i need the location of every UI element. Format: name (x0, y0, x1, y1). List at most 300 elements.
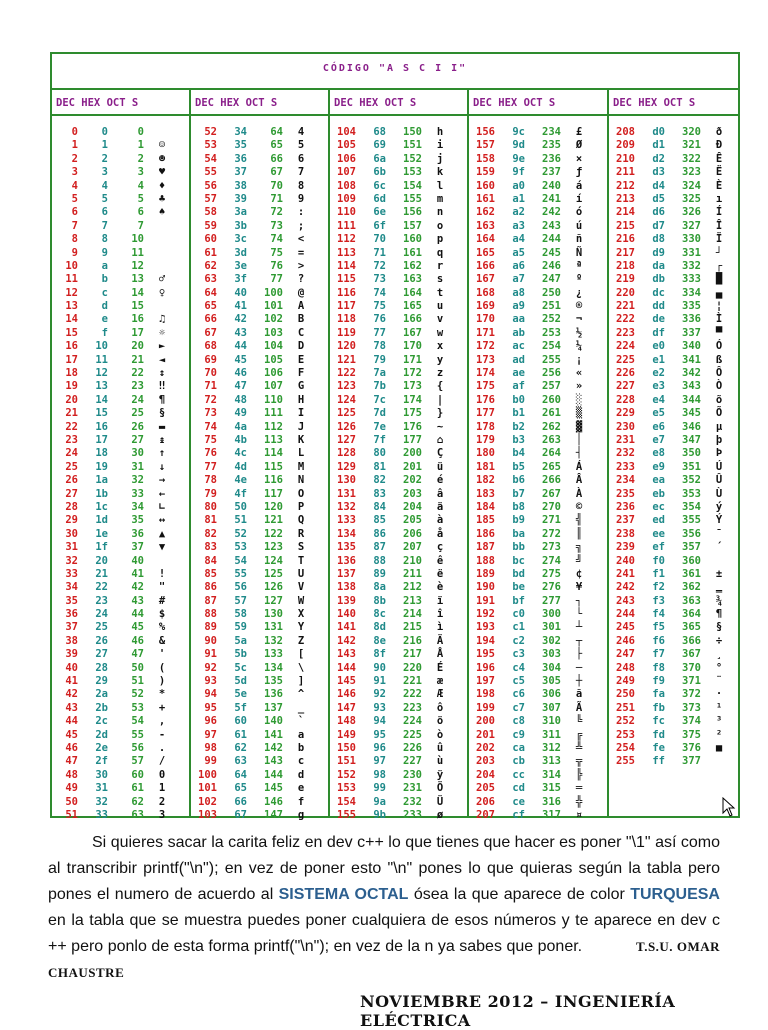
ascii-row (609, 648, 740, 661)
hex-value: f5 (652, 621, 665, 634)
char-symbol: ⌂ (436, 433, 444, 446)
oct-value: 244 (542, 233, 561, 246)
dec-value: 16 (65, 340, 78, 353)
char-symbol: ◄ (158, 353, 166, 366)
char-symbol: E (297, 353, 305, 366)
char-symbol: â (436, 487, 444, 500)
char-symbol: Ö (436, 782, 444, 795)
hex-value: c5 (512, 675, 525, 688)
oct-value: 300 (542, 608, 561, 621)
dec-value: 146 (337, 688, 356, 701)
hex-value: f7 (652, 648, 665, 661)
ascii-row (609, 407, 740, 420)
ascii-row (609, 367, 740, 380)
dec-value: 235 (616, 487, 635, 500)
oct-value: 362 (682, 581, 701, 594)
hex-value: 3a (234, 206, 247, 219)
char-symbol: ¯ (715, 527, 723, 540)
oct-value: 157 (403, 219, 422, 232)
char-symbol: ù (436, 755, 444, 768)
hex-value: f9 (652, 675, 665, 688)
dec-value: 236 (616, 500, 635, 513)
dec-value: 61 (204, 246, 217, 259)
oct-value: 135 (264, 675, 283, 688)
dec-value: 123 (337, 380, 356, 393)
oct-value: 265 (542, 460, 561, 473)
ascii-row (191, 755, 328, 768)
dec-value: 138 (337, 581, 356, 594)
dec-value: 14 (65, 313, 78, 326)
dec-value: 243 (616, 594, 635, 607)
ascii-row (52, 447, 189, 460)
oct-value: 321 (682, 139, 701, 152)
char-symbol: ñ (575, 233, 583, 246)
char-symbol: ╩ (575, 741, 583, 754)
dec-value: 54 (204, 152, 217, 165)
ascii-row (469, 434, 607, 447)
ascii-row (609, 313, 740, 326)
oct-value: 347 (682, 433, 701, 446)
hex-value: 3f (234, 273, 247, 286)
ascii-row (330, 287, 467, 300)
dec-value: 253 (616, 728, 635, 741)
oct-value: 206 (403, 527, 422, 540)
dec-value: 224 (616, 340, 635, 353)
dec-value: 242 (616, 581, 635, 594)
hex-value: 91 (373, 675, 386, 688)
ascii-row (330, 742, 467, 755)
ascii-row (330, 166, 467, 179)
author-signature: T.S.U. OMAR CHAUSTRE (48, 939, 721, 980)
ascii-row (330, 501, 467, 514)
char-symbol: ♠ (158, 206, 166, 219)
oct-value: 25 (131, 407, 144, 420)
dec-value: 188 (476, 554, 495, 567)
ascii-row (52, 434, 189, 447)
oct-value: 340 (682, 340, 701, 353)
char-symbol: g (297, 808, 305, 821)
hex-value: 49 (234, 407, 247, 420)
oct-value: 237 (542, 166, 561, 179)
oct-value: 176 (403, 420, 422, 433)
ascii-row (330, 782, 467, 795)
oct-value: 212 (403, 581, 422, 594)
ascii-row (469, 421, 607, 434)
ascii-row (191, 528, 328, 541)
oct-value: 264 (542, 447, 561, 460)
dec-value: 71 (204, 380, 217, 393)
dec-value: 227 (616, 380, 635, 393)
oct-value: 6 (137, 206, 144, 219)
dec-value: 129 (337, 460, 356, 473)
hex-value: ba (512, 527, 525, 540)
dec-value: 35 (65, 594, 78, 607)
dec-value: 104 (337, 126, 356, 138)
char-symbol: i (436, 139, 444, 152)
oct-value: 323 (682, 166, 701, 179)
dec-value: 130 (337, 474, 356, 487)
oct-value: 170 (403, 340, 422, 353)
char-symbol: é (436, 474, 444, 487)
dec-value: 158 (476, 152, 495, 165)
oct-value: 377 (682, 755, 701, 768)
dec-value: 79 (204, 487, 217, 500)
char-symbol: Î (715, 219, 723, 232)
char-symbol: Ê (715, 152, 723, 165)
char-symbol: X (297, 608, 305, 621)
hex-value: 8a (373, 581, 386, 594)
ascii-row (52, 139, 189, 152)
hex-value: 62 (234, 741, 247, 754)
char-symbol: ┐ (575, 594, 583, 607)
char-symbol: ¥ (575, 581, 583, 594)
char-symbol: á (575, 179, 583, 192)
dec-value: 164 (476, 233, 495, 246)
oct-value: 315 (542, 782, 561, 795)
hex-value: 37 (234, 166, 247, 179)
hex-value: 92 (373, 688, 386, 701)
dec-value: 114 (337, 259, 356, 272)
hex-value: 19 (95, 460, 108, 473)
dec-value: 222 (616, 313, 635, 326)
char-symbol: & (158, 634, 166, 647)
hex-value: d8 (652, 233, 665, 246)
dec-value: 74 (204, 420, 217, 433)
char-symbol: ‗ (715, 581, 723, 594)
char-symbol: l (436, 179, 444, 192)
char-symbol: « (575, 367, 583, 380)
ascii-row (52, 568, 189, 581)
oct-value: 327 (682, 219, 701, 232)
oct-value: 152 (403, 152, 422, 165)
hex-value: 57 (234, 594, 247, 607)
hex-value: 80 (373, 447, 386, 460)
dec-value: 32 (65, 554, 78, 567)
hex-value: 60 (234, 715, 247, 728)
ascii-row (469, 769, 607, 782)
oct-value: 106 (264, 367, 283, 380)
char-symbol: þ (715, 433, 723, 446)
char-symbol: ▓ (575, 420, 583, 433)
char-symbol: █ (715, 273, 723, 286)
hex-value: f1 (652, 567, 665, 580)
char-symbol: % (158, 621, 166, 634)
char-symbol: ı (715, 192, 723, 205)
ascii-row (609, 662, 740, 675)
oct-value: 107 (264, 380, 283, 393)
oct-value: 132 (264, 634, 283, 647)
oct-value: 343 (682, 380, 701, 393)
ascii-row (191, 796, 328, 809)
hex-value: e7 (652, 433, 665, 446)
ascii-row (52, 488, 189, 501)
dec-value: 51 (65, 808, 78, 821)
hex-value: 75 (373, 300, 386, 313)
dec-value: 26 (65, 474, 78, 487)
oct-value: 354 (682, 500, 701, 513)
oct-value: 160 (403, 233, 422, 246)
ascii-row (469, 688, 607, 701)
dec-value: 170 (476, 313, 495, 326)
oct-value: 346 (682, 420, 701, 433)
hex-value: 15 (95, 407, 108, 420)
hex-value: c (101, 286, 108, 299)
dec-value: 182 (476, 474, 495, 487)
hex-value: 64 (234, 768, 247, 781)
dec-value: 196 (476, 661, 495, 674)
hex-value: 3e (234, 259, 247, 272)
oct-value: 263 (542, 433, 561, 446)
hex-value: 50 (234, 500, 247, 513)
ascii-row (191, 340, 328, 353)
ascii-row (330, 688, 467, 701)
oct-value: 214 (403, 608, 422, 621)
char-symbol: V (297, 581, 305, 594)
ascii-row (191, 260, 328, 273)
hex-value: c8 (512, 715, 525, 728)
hex-value: 83 (373, 487, 386, 500)
char-symbol: Ð (715, 139, 723, 152)
hex-value: 99 (373, 782, 386, 795)
oct-value: 42 (131, 581, 144, 594)
hex-value: 14 (95, 393, 108, 406)
oct-value: 3 (137, 166, 144, 179)
char-symbol: Ü (436, 795, 444, 808)
hex-value: cd (512, 782, 525, 795)
oct-value: 50 (131, 661, 144, 674)
char-symbol: ← (158, 487, 166, 500)
hex-value: d7 (652, 219, 665, 232)
paragraph-part2: ósea la que aparece de color (408, 886, 631, 903)
char-symbol: ▒ (575, 407, 583, 420)
char-symbol: x (436, 340, 444, 353)
ascii-row (191, 447, 328, 460)
char-symbol: Þ (715, 447, 723, 460)
hex-value: 27 (95, 648, 108, 661)
oct-value: 255 (542, 353, 561, 366)
oct-value: 325 (682, 192, 701, 205)
char-symbol: ╝ (575, 554, 583, 567)
oct-value: 114 (264, 447, 283, 460)
hex-value: b5 (512, 460, 525, 473)
oct-value: 202 (403, 474, 422, 487)
hex-value: 9c (512, 126, 525, 138)
ascii-row (469, 380, 607, 393)
dec-value: 147 (337, 701, 356, 714)
hex-value: bb (512, 541, 525, 554)
oct-value: 60 (131, 768, 144, 781)
char-symbol: ╔ (575, 728, 583, 741)
hex-value: 40 (234, 286, 247, 299)
hex-value: e8 (652, 447, 665, 460)
ascii-row (52, 541, 189, 554)
oct-value: 376 (682, 741, 701, 754)
char-symbol: < (297, 233, 305, 246)
ascii-row (330, 595, 467, 608)
char-symbol: H (297, 393, 305, 406)
oct-value: 44 (131, 608, 144, 621)
ascii-row (52, 380, 189, 393)
char-symbol: ♦ (158, 179, 166, 192)
oct-value: 366 (682, 634, 701, 647)
hex-value: 32 (95, 795, 108, 808)
char-symbol: $ (158, 608, 166, 621)
hex-value: c4 (512, 661, 525, 674)
char-symbol: Ý (715, 514, 723, 527)
ascii-row (52, 273, 189, 286)
oct-value: 233 (403, 808, 422, 821)
dec-value: 63 (204, 273, 217, 286)
char-symbol: æ (436, 675, 444, 688)
ascii-row (469, 287, 607, 300)
ascii-table (50, 52, 740, 821)
hex-value: af (512, 380, 525, 393)
hex-value: 82 (373, 474, 386, 487)
hex-value: 7c (373, 393, 386, 406)
char-symbol: ▲ (158, 527, 166, 540)
dec-value: 225 (616, 353, 635, 366)
dec-value: 252 (616, 715, 635, 728)
hex-value: be (512, 581, 525, 594)
char-symbol: ² (715, 728, 723, 741)
dec-value: 49 (65, 782, 78, 795)
hex-value: 69 (373, 139, 386, 152)
char-symbol: © (575, 500, 583, 513)
char-symbol: ░ (575, 393, 583, 406)
hex-value: e5 (652, 407, 665, 420)
char-symbol: | (436, 393, 444, 406)
char-symbol: ¶ (715, 608, 723, 621)
ascii-rows (469, 126, 607, 822)
char-symbol: õ (715, 393, 723, 406)
char-symbol: ╠ (575, 768, 583, 781)
ascii-row (330, 555, 467, 568)
char-symbol: ┘ (715, 246, 723, 259)
char-symbol: ) (158, 675, 166, 688)
ascii-row (330, 528, 467, 541)
ascii-row (330, 662, 467, 675)
oct-value: 111 (264, 407, 283, 420)
hex-value: 9 (101, 246, 108, 259)
ascii-row (191, 220, 328, 233)
char-symbol: + (158, 701, 166, 714)
ascii-row (469, 742, 607, 755)
ascii-row (191, 621, 328, 634)
oct-value: 63 (131, 808, 144, 821)
ascii-row (52, 327, 189, 340)
char-symbol: ╗ (575, 541, 583, 554)
hex-value: c1 (512, 621, 525, 634)
hex-value: 24 (95, 608, 108, 621)
hex-value: 7d (373, 407, 386, 420)
hex-value: 21 (95, 567, 108, 580)
dec-value: 189 (476, 567, 495, 580)
ascii-row (191, 367, 328, 380)
oct-value: 70 (270, 179, 283, 192)
dec-value: 160 (476, 179, 495, 192)
dec-value: 7 (71, 219, 78, 232)
oct-value: 65 (270, 139, 283, 152)
ascii-row (191, 541, 328, 554)
hex-value: b2 (512, 420, 525, 433)
dec-value: 13 (65, 300, 78, 313)
char-symbol: ¤ (575, 808, 583, 821)
oct-value: 155 (403, 192, 422, 205)
ascii-row (191, 595, 328, 608)
ascii-row (52, 501, 189, 514)
oct-value: 344 (682, 393, 701, 406)
dec-value: 205 (476, 782, 495, 795)
dec-value: 5 (71, 192, 78, 205)
char-symbol: ì (436, 621, 444, 634)
ascii-row (330, 273, 467, 286)
dec-value: 99 (204, 755, 217, 768)
char-symbol: ■ (715, 741, 723, 754)
hex-value: 4 (101, 179, 108, 192)
ascii-row (330, 367, 467, 380)
char-symbol: 5 (297, 139, 305, 152)
oct-value: 156 (403, 206, 422, 219)
oct-value: 307 (542, 701, 561, 714)
oct-value: 306 (542, 688, 561, 701)
ascii-row (469, 340, 607, 353)
ascii-row (609, 581, 740, 594)
dec-value: 111 (337, 219, 356, 232)
oct-value: 140 (264, 715, 283, 728)
oct-value: 53 (131, 701, 144, 714)
char-symbol: » (575, 380, 583, 393)
dec-value: 103 (198, 808, 217, 821)
ascii-row (191, 675, 328, 688)
char-symbol: ▄ (715, 286, 723, 299)
hex-value: 78 (373, 340, 386, 353)
oct-value: 72 (270, 206, 283, 219)
dec-value: 187 (476, 541, 495, 554)
oct-value: 331 (682, 246, 701, 259)
char-symbol: À (575, 487, 583, 500)
char-symbol: A (297, 300, 305, 313)
ascii-row (609, 220, 740, 233)
dec-value: 8 (71, 233, 78, 246)
hex-value: e6 (652, 420, 665, 433)
char-symbol: 7 (297, 166, 305, 179)
char-symbol: ü (436, 460, 444, 473)
oct-value: 67 (270, 166, 283, 179)
char-symbol: í (575, 192, 583, 205)
oct-value: 303 (542, 648, 561, 661)
ascii-row (330, 180, 467, 193)
char-symbol: G (297, 380, 305, 393)
oct-value: 61 (131, 782, 144, 795)
oct-value: 55 (131, 728, 144, 741)
dec-value: 64 (204, 286, 217, 299)
ascii-row (52, 260, 189, 273)
ascii-row (469, 662, 607, 675)
oct-value: 4 (137, 179, 144, 192)
oct-value: 102 (264, 313, 283, 326)
oct-value: 361 (682, 567, 701, 580)
ascii-row (469, 501, 607, 514)
dec-value: 209 (616, 139, 635, 152)
char-symbol: ┤ (575, 447, 583, 460)
dec-value: 141 (337, 621, 356, 634)
oct-value: 334 (682, 286, 701, 299)
hex-value: c9 (512, 728, 525, 741)
ascii-row (609, 528, 740, 541)
char-symbol: N (297, 474, 305, 487)
dec-value: 169 (476, 300, 495, 313)
oct-value: 240 (542, 179, 561, 192)
